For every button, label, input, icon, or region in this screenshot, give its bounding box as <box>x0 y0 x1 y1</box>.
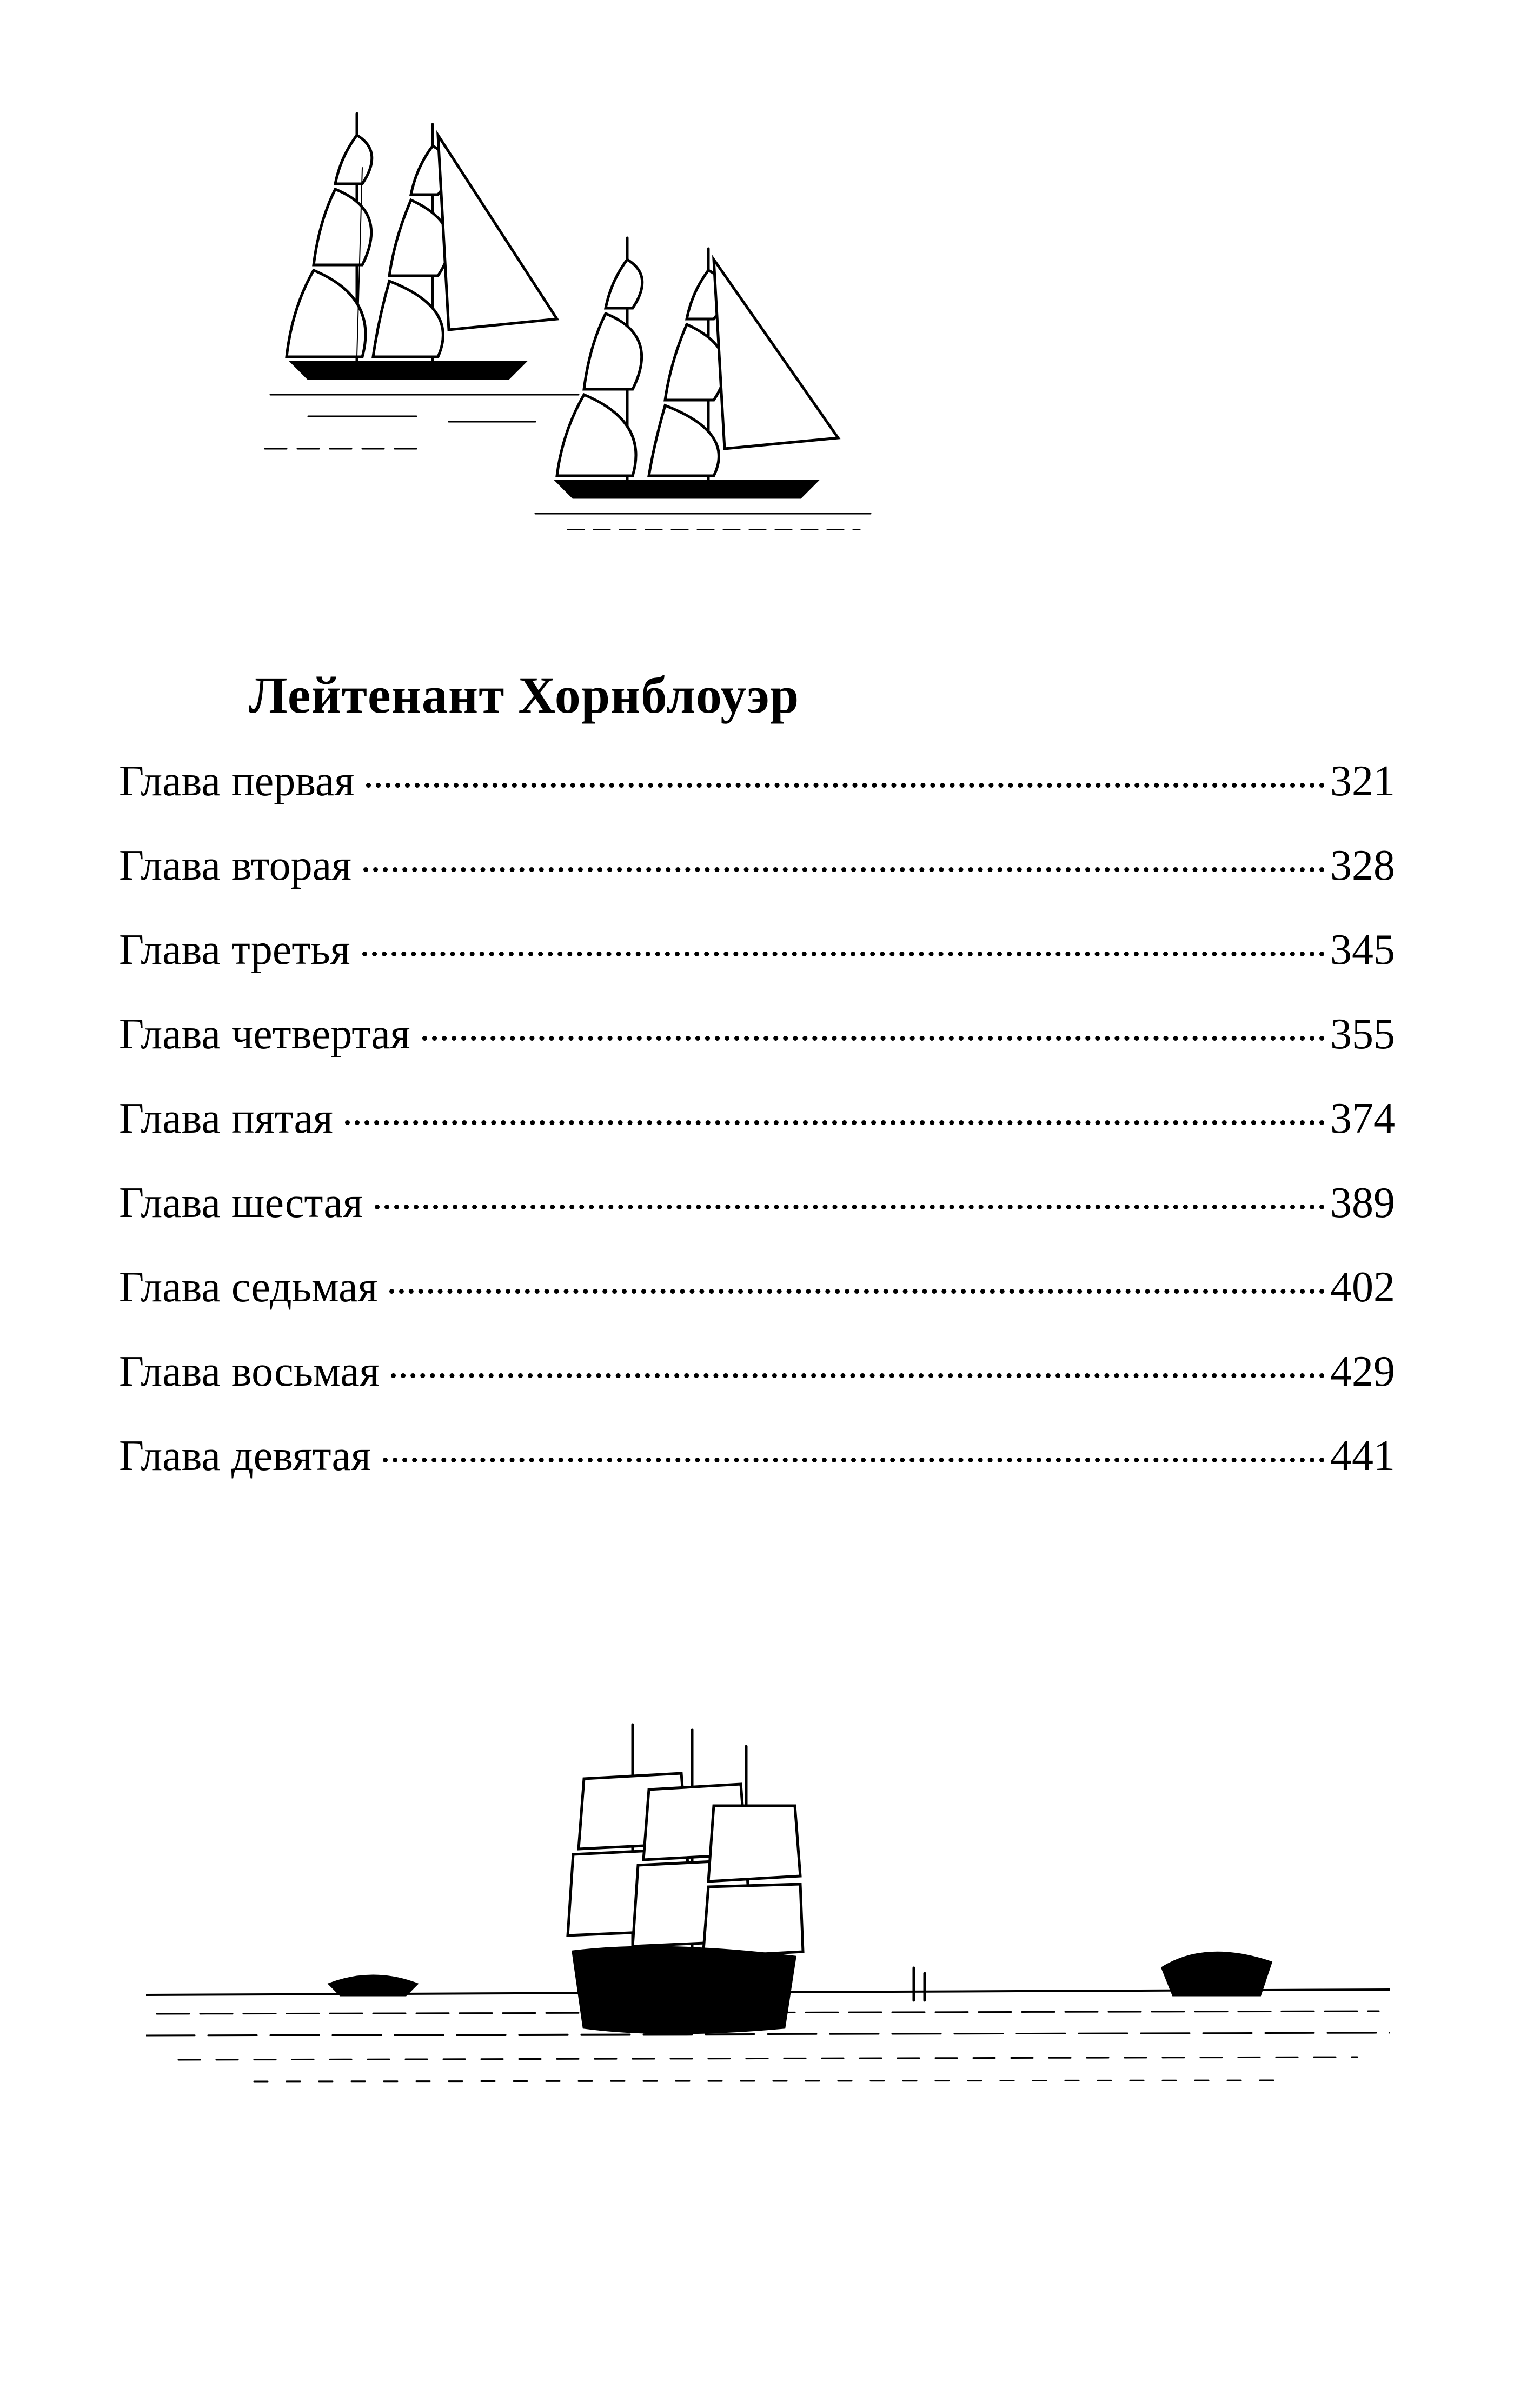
toc-chapter-label: Глава третья <box>119 926 350 974</box>
toc-dot-leader <box>422 1036 1325 1041</box>
two-sailing-ships-drawing <box>254 103 892 530</box>
toc-dot-leader <box>366 783 1325 788</box>
toc-dot-leader <box>363 867 1325 872</box>
toc-entry[interactable] <box>119 1347 1395 1432</box>
toc-chapter-label: Глава седьмая <box>119 1263 378 1311</box>
toc-dot-leader <box>383 1458 1325 1462</box>
toc-chapter-label: Глава восьмая <box>119 1348 380 1395</box>
toc-page-number: 429 <box>1330 1348 1395 1395</box>
toc-dot-leader <box>375 1205 1325 1209</box>
toc-dot-leader <box>345 1120 1325 1125</box>
ship-right <box>535 238 871 530</box>
toc-dot-leader <box>362 952 1325 956</box>
toc-entry[interactable] <box>119 1010 1395 1094</box>
ship-left <box>270 114 579 422</box>
toc-page-number: 345 <box>1330 926 1395 974</box>
toc-page-number: 321 <box>1330 757 1395 805</box>
toc-dot-leader <box>389 1289 1325 1294</box>
toc-chapter-label: Глава четвертая <box>119 1010 410 1058</box>
toc-chapter-label: Глава девятая <box>119 1432 371 1480</box>
ship-at-sea-drawing <box>146 1714 1390 2092</box>
toc-page-number: 389 <box>1330 1179 1395 1227</box>
toc-entry[interactable] <box>119 757 1395 841</box>
toc-entry[interactable] <box>119 841 1395 926</box>
toc-chapter-label: Глава первая <box>119 757 355 805</box>
toc-page-number: 355 <box>1330 1010 1395 1058</box>
toc-page-number: 374 <box>1330 1095 1395 1142</box>
toc-entry[interactable] <box>119 1263 1395 1347</box>
two-sailing-ships-illustration <box>254 103 892 530</box>
toc-chapter-label: Глава шестая <box>119 1179 363 1227</box>
toc-entry[interactable] <box>119 926 1395 1010</box>
toc-page-number: 328 <box>1330 842 1395 889</box>
toc-entry[interactable] <box>119 1432 1395 1516</box>
table-of-contents <box>119 757 1395 1516</box>
toc-chapter-label: Глава вторая <box>119 842 351 889</box>
section-title: Лейтенант Хорнблоуэр <box>249 666 800 724</box>
ship-at-sea-illustration <box>146 1714 1390 2092</box>
toc-dot-leader <box>391 1373 1325 1378</box>
toc-page-number: 441 <box>1330 1432 1395 1480</box>
toc-entry[interactable] <box>119 1094 1395 1179</box>
central-ship <box>568 1725 803 2033</box>
toc-page-number: 402 <box>1330 1263 1395 1311</box>
toc-chapter-label: Глава пятая <box>119 1095 333 1142</box>
toc-entry[interactable] <box>119 1179 1395 1263</box>
